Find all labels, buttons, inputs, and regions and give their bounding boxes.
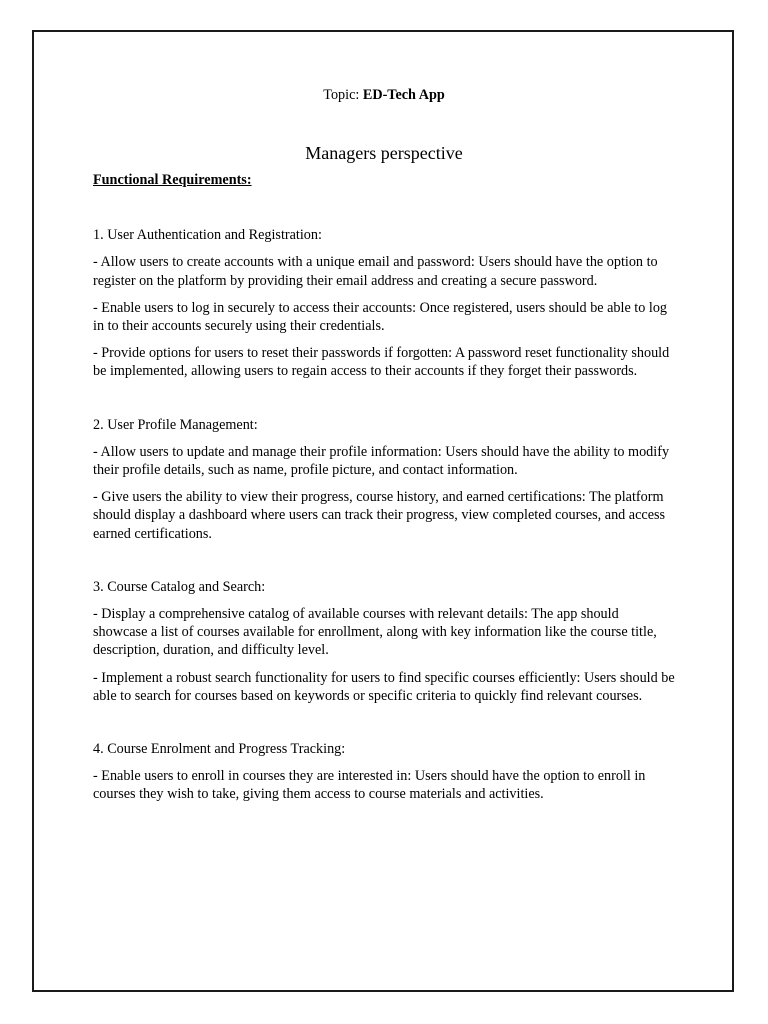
section-title: 1. User Authentication and Registration: — [93, 227, 322, 244]
section-paragraph: - Enable users to enroll in courses they are interested in: Users should have the option to enroll in courses they wish to take, giving them access to course materials and activities. — [93, 768, 646, 803]
section-paragraph: - Implement a robust search functionality for users to find specific courses efficiently: Users should be able to search for courses based on keywords or specific criteria to quickly find relevant courses. — [93, 669, 675, 704]
section-paragraph: - Allow users to create accounts with a unique email and password: Users should have the option to register on the platform by providing their email address and creating a secure password. — [93, 254, 658, 289]
section-paragraph: - Give users the ability to view their progress, course history, and earned certifications: The platform should display a dashboard where users can track their progress, view completed courses, and access earned certifications. — [93, 489, 666, 542]
section-title: 3. Course Catalog and Search: — [93, 578, 266, 595]
perspective-heading: Managers perspective — [305, 143, 463, 163]
section-paragraph: - Display a comprehensive catalog of available courses with relevant details: The app should showcase a list of courses available for enrollment, along with key information like the course title, description, duration, and difficulty level. — [93, 606, 657, 659]
topic-line — [93, 86, 675, 106]
section-paragraph: - Enable users to log in securely to access their accounts: Once registered, users should be able to log in to their accounts securely using their credentials. — [93, 299, 668, 335]
section-title: 4. Course Enrolment and Progress Tracking: — [93, 741, 346, 758]
section-paragraph: - Allow users to update and manage their profile information: Users should have the ability to modify their profile details, such as name, profile picture, and contact information. — [93, 443, 670, 479]
section-profile-management — [93, 416, 675, 543]
document-body — [93, 86, 675, 804]
functional-requirements-heading: Functional Requirements: — [93, 172, 252, 188]
section-course-catalog — [93, 578, 675, 705]
topic-label: Topic: — [323, 87, 363, 103]
topic-value: ED-Tech App — [362, 87, 445, 103]
section-title: 2. User Profile Management: — [93, 416, 258, 433]
section-enrolment-tracking — [93, 740, 675, 804]
section-paragraph: - Provide options for users to reset their passwords if forgotten: A password reset functionality should be implemented, allowing users to regain access to their accounts if they forget their passwords. — [93, 345, 670, 380]
section-authentication — [93, 226, 675, 380]
